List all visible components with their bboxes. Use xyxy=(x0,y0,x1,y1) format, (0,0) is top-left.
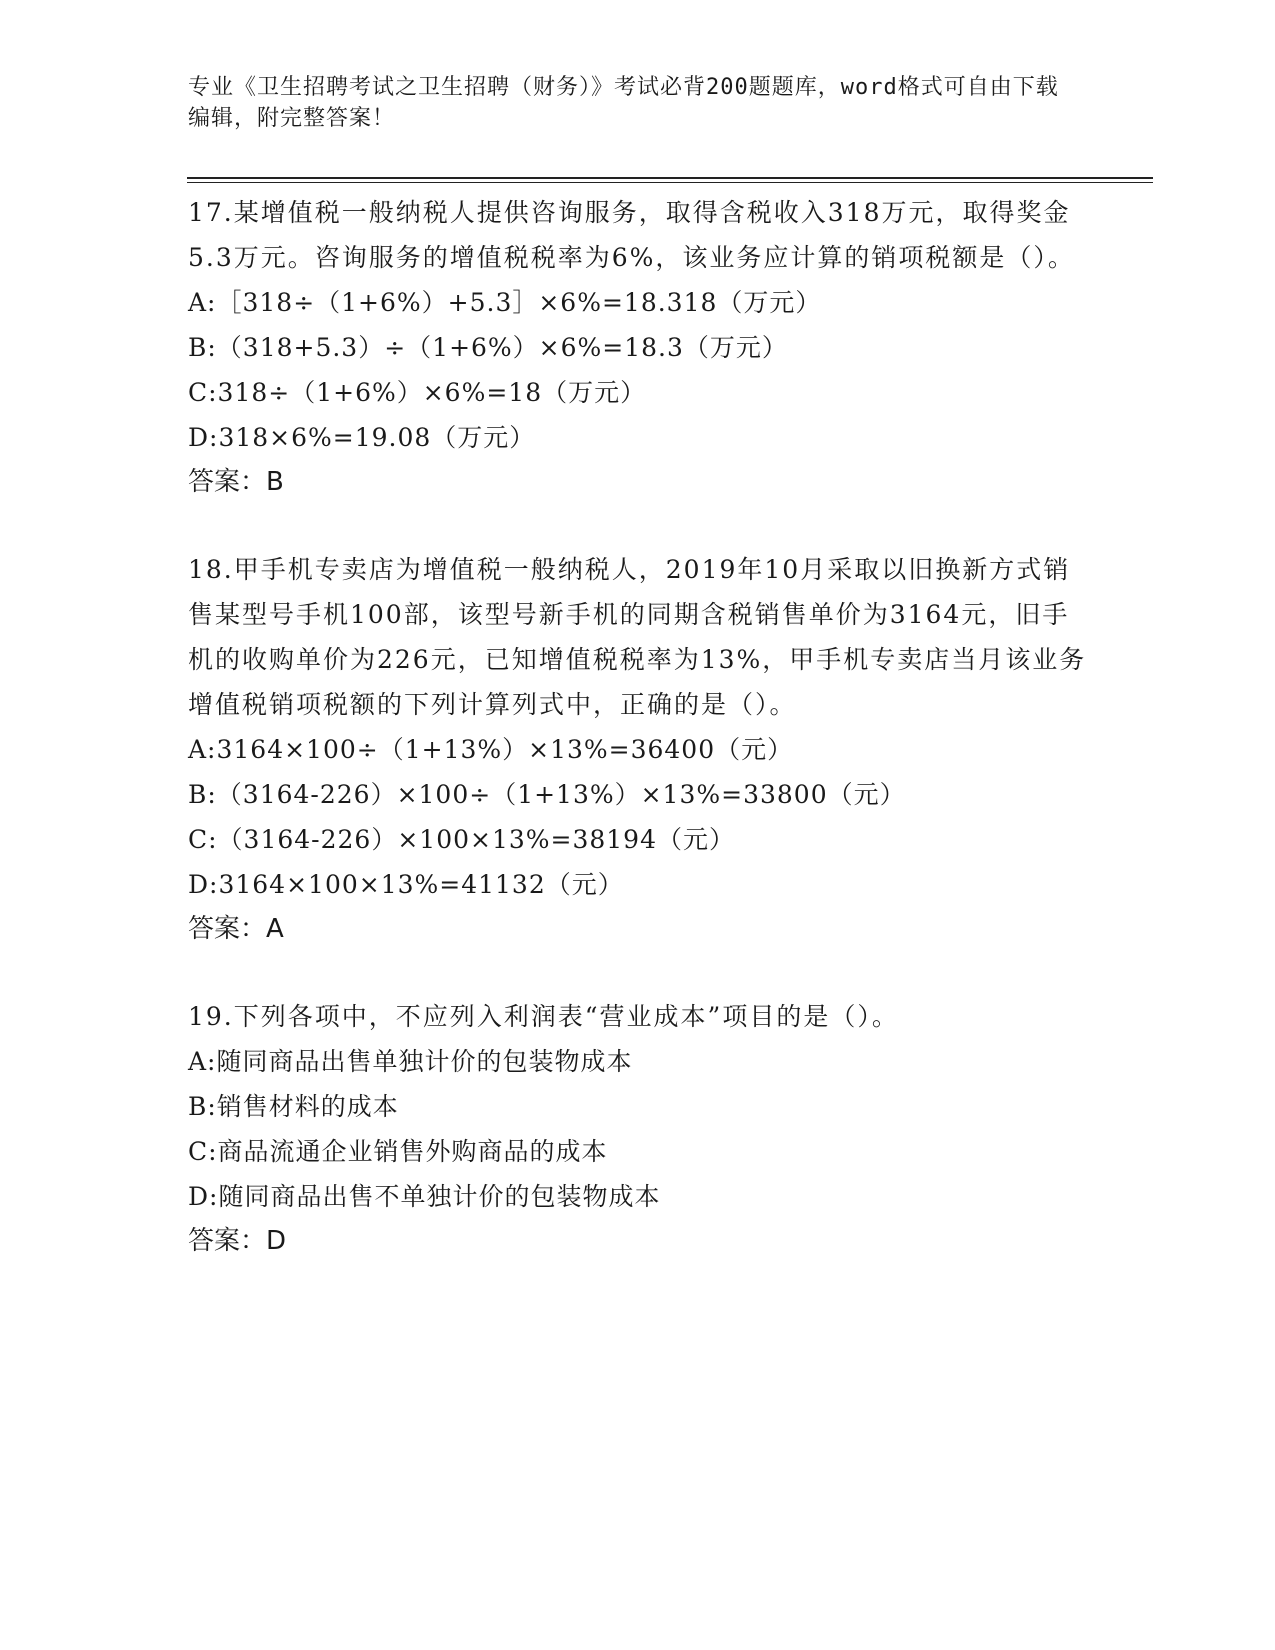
option-c: C:商品流通企业销售外购商品的成本 xyxy=(188,1137,608,1166)
option-c: C:318÷（1+6%）×6%=18（万元） xyxy=(188,378,647,407)
option-a: A:［318÷（1+6%）+5.3］×6%=18.318（万元） xyxy=(188,288,822,317)
option-d: D:318×6%=19.08（万元） xyxy=(188,423,536,452)
question-17 xyxy=(188,190,1088,505)
question-19 xyxy=(188,994,1088,1264)
question-stem: 17.某增值税一般纳税人提供咨询服务，取得含税收入318万元，取得奖金5.3万元。咨询服务的增值税税率为6%，该业务应计算的销项税额是（）。 xyxy=(188,198,1075,272)
question-stem: 18.甲手机专卖店为增值税一般纳税人，2019年10月采取以旧换新方式销售某型号手机100部，该型号新手机的同期含税销售单价为3164元，旧手机的收购单价为226元，已知增值税税率为13%，甲手机专卖店当月该业务增值税销项税额的下列计算列式中，正确的是（）。 xyxy=(188,555,1087,719)
option-b: B:（3164-226）×100÷（1+13%）×13%=33800（元） xyxy=(188,780,906,809)
question-18 xyxy=(188,547,1088,952)
answer-label: 答案：D xyxy=(188,1226,287,1256)
answer-label: 答案：B xyxy=(188,467,284,497)
option-a: A:3164×100÷（1+13%）×13%=36400（元） xyxy=(188,735,794,764)
document-header: 专业《卫生招聘考试之卫生招聘（财务）》考试必背200题题库，word格式可自由下载编辑，附完整答案！ xyxy=(188,75,1059,131)
header-divider-thick xyxy=(187,177,1153,179)
option-a: A:随同商品出售单独计价的包装物成本 xyxy=(188,1047,633,1076)
option-d: D:随同商品出售不单独计价的包装物成本 xyxy=(188,1182,661,1211)
answer-label: 答案：A xyxy=(188,914,284,944)
option-b: B:（318+5.3）÷（1+6%）×6%=18.3（万元） xyxy=(188,333,788,362)
question-list xyxy=(188,190,1088,1306)
header-divider-thin xyxy=(187,182,1153,183)
question-stem: 19.下列各项中，不应列入利润表“营业成本”项目的是（）。 xyxy=(188,1002,899,1031)
option-d: D:3164×100×13%=41132（元） xyxy=(188,870,624,899)
option-c: C:（3164-226）×100×13%=38194（元） xyxy=(188,825,735,854)
option-b: B:销售材料的成本 xyxy=(188,1092,399,1121)
